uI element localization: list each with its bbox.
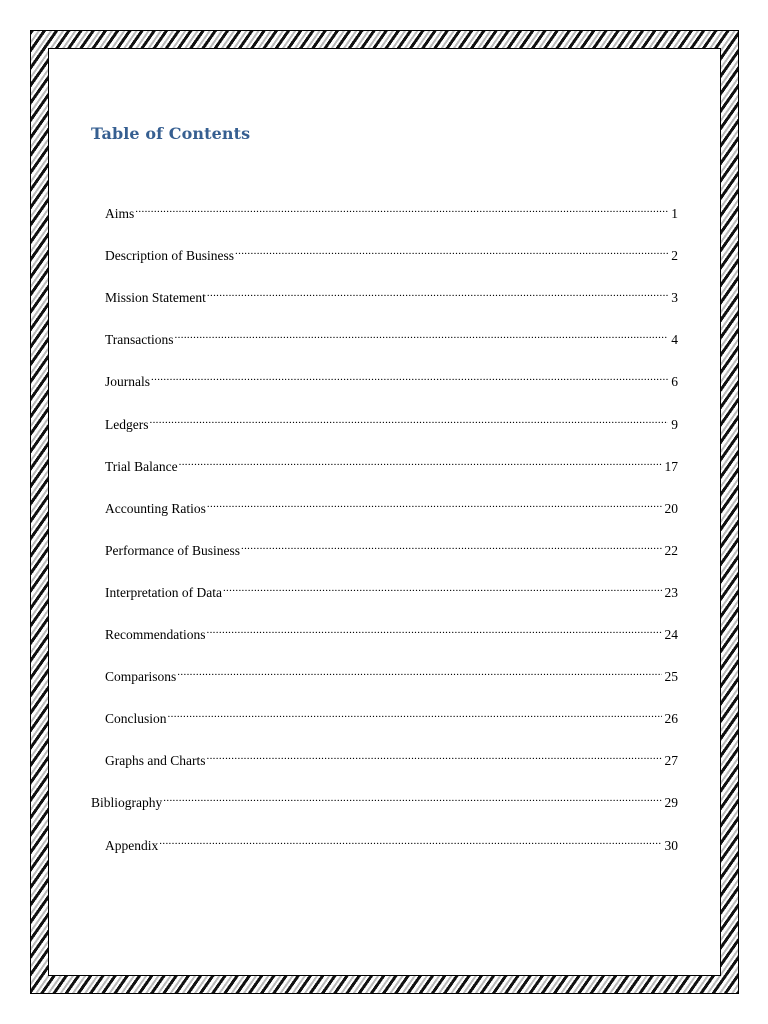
toc-dot-leader [207, 495, 662, 513]
toc-entry-title: Description of Business [105, 248, 234, 264]
toc-entry-title: Journals [105, 374, 150, 390]
toc-entry-title: Ledgers [105, 416, 149, 432]
toc-entry[interactable] [105, 747, 678, 770]
toc-entry[interactable] [105, 200, 678, 223]
toc-dot-leader [159, 832, 661, 850]
toc-entry-title: Transactions [105, 332, 174, 348]
toc-entry[interactable] [105, 453, 678, 476]
toc-dot-leader [241, 537, 662, 555]
toc-entry[interactable] [91, 789, 678, 812]
toc-entry-title: Mission Statement [105, 290, 206, 306]
toc-entry[interactable] [105, 368, 678, 391]
toc-dot-leader [168, 705, 662, 723]
toc-dot-leader [151, 368, 668, 386]
toc-dot-leader [206, 747, 661, 765]
toc-dot-leader [177, 663, 661, 681]
toc-entry-page-number: 22 [664, 542, 678, 558]
toc-entry-page-number: 6 [671, 374, 678, 390]
toc-entry-page-number: 17 [664, 458, 678, 474]
toc-dot-leader [179, 453, 662, 471]
toc-dot-leader [175, 326, 669, 344]
toc-entry[interactable] [105, 284, 678, 307]
toc-entry-page-number: 23 [664, 584, 678, 600]
toc-entry-page-number: 26 [664, 711, 678, 727]
toc-entry[interactable] [105, 537, 678, 560]
toc-dot-leader [235, 242, 668, 260]
toc-entry-title: Conclusion [105, 711, 167, 727]
toc-entry-title: Accounting Ratios [105, 500, 206, 516]
toc-entry-title: Comparisons [105, 669, 177, 685]
toc-dot-leader [206, 621, 661, 639]
toc-entry-title: Interpretation of Data [105, 584, 222, 600]
toc-entry[interactable] [105, 705, 678, 728]
toc-entry-title: Aims [105, 206, 135, 221]
toc-entry-page-number: 1 [671, 206, 678, 221]
toc-entry-title: Performance of Business [105, 542, 240, 558]
toc-heading: Table of Contents [91, 124, 251, 143]
toc-dot-leader [207, 284, 668, 302]
toc-entry-page-number: 9 [671, 416, 678, 432]
toc-entry-page-number: 3 [671, 290, 678, 306]
toc-entry[interactable] [105, 411, 678, 434]
toc-entry-title: Bibliography [91, 795, 163, 811]
toc-entry-title: Appendix [105, 837, 159, 853]
toc-entry-page-number: 27 [664, 753, 678, 769]
toc-entry-page-number: 24 [664, 627, 678, 642]
toc-entry-title: Trial Balance [105, 458, 178, 474]
toc-entry-title: Graphs and Charts [105, 753, 206, 769]
toc-entry[interactable] [105, 495, 678, 518]
toc-entry[interactable] [105, 621, 678, 644]
toc-entry-page-number: 29 [664, 795, 678, 811]
toc-dot-leader [149, 411, 668, 429]
toc-entry-page-number: 4 [671, 332, 678, 348]
toc-entry[interactable] [105, 326, 678, 349]
toc-entry[interactable] [105, 832, 678, 855]
toc-entry-page-number: 25 [664, 669, 678, 685]
toc-dot-leader [223, 579, 662, 597]
toc-entry[interactable] [105, 242, 678, 265]
toc-entry[interactable] [105, 579, 678, 602]
toc-dot-leader [135, 200, 668, 218]
toc-entry[interactable] [105, 663, 678, 686]
toc-entry-page-number: 2 [671, 248, 678, 264]
toc-dot-leader [163, 789, 661, 807]
toc-entry-page-number: 30 [664, 837, 678, 853]
toc-entry-title: Recommendations [105, 627, 206, 642]
toc-entry-page-number: 20 [664, 500, 678, 516]
